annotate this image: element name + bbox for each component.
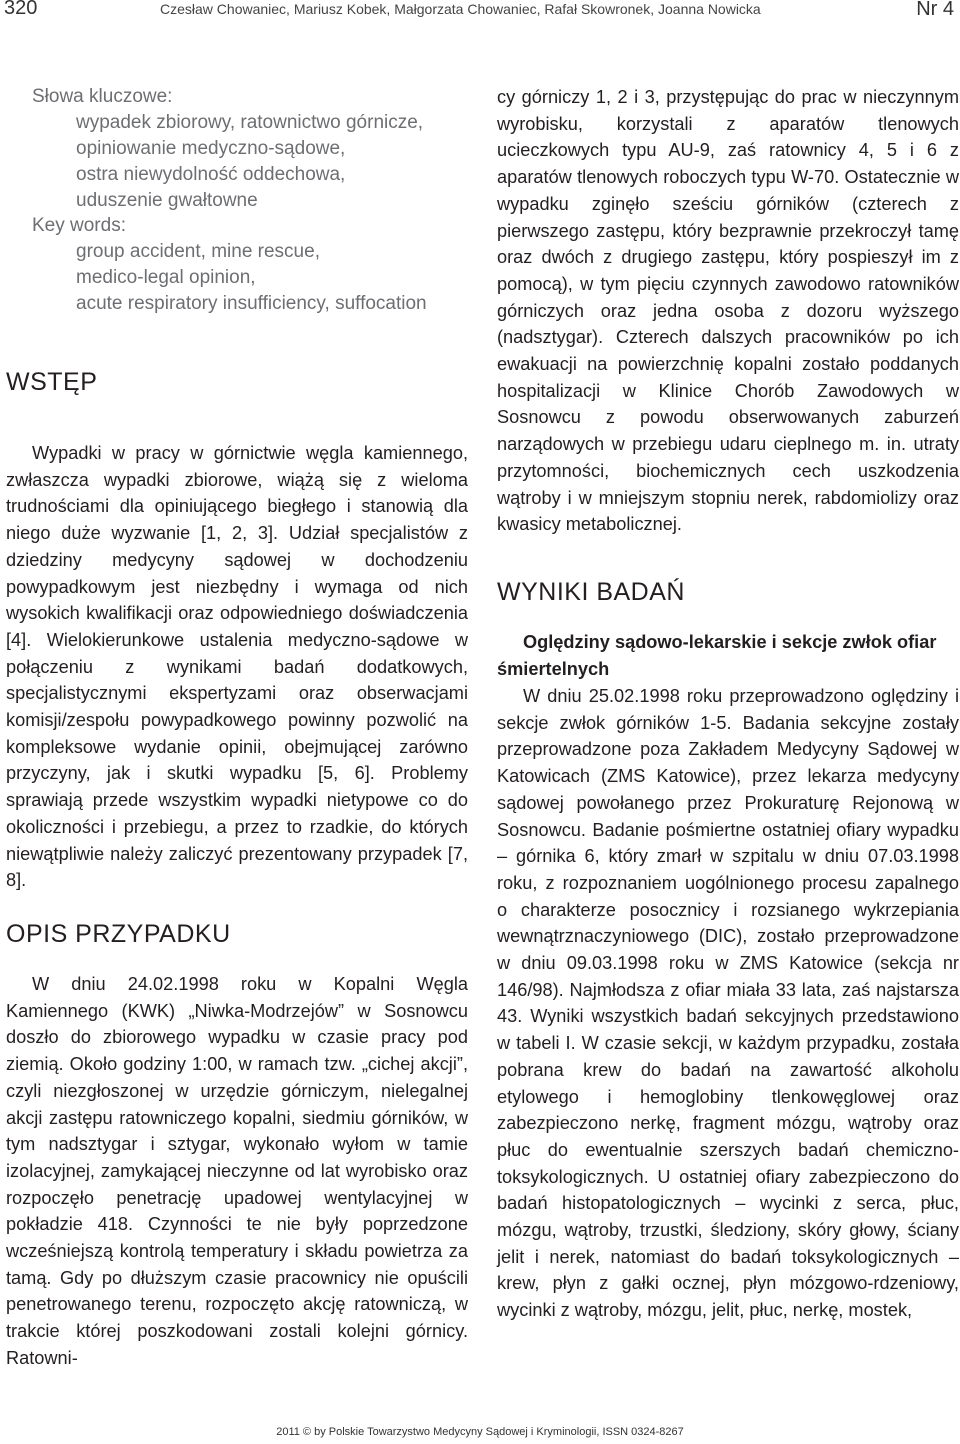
paragraph-case-continued: cy górniczy 1, 2 i 3, przystępując do prac w nieczynnym wyrobisku, korzystali z aparatów tlenowych ucieczkowych typu AU-9, zaś ratownicy 4, 5 i 6 z aparatów tlenowych roboczych typu W-70. Ostatecznie w wypadku zginęło sześciu górników (czterech z pierwszego zastępu, który bezprawnie przekroczył tamę oraz dwóch z drugiego zastępu, który pospieszył im z pomocą), w tym pięciu czynnych zawodowo ratowników górniczych oraz jedna osoba z dozoru wyższego (nadsztygar). Czterech dalszych pracowników po ich ewakuacji na powierzchnię kopalni zostało poddanych hospitalizacji w Klinice Chorób Zawodowych w Sosnowcu z powodu obserwowanych zaburzeń narządowych w przebiegu udaru cieplnego m. in. utraty przytomności, biochemicznych cech uszkodzenia wątroby i w mniejszym stopniu nerek, rabdomiolizy oraz kwasicy metabolicznej. [497,87,959,535]
issue-number: Nr 4 [916,0,954,20]
keyword-pl-item: opiniowanie medyczno-sądowe, [76,138,346,159]
subsection-heading-autopsy: Oględziny sądowo-lekarskie i sekcje zwłok ofiar śmiertelnych [497,632,937,679]
keyword-pl-item: ostra niewydolność oddechowa, [76,164,346,185]
keywords-en-label: Key words: [32,215,126,236]
keyword-pl-item: uduszenie gwałtowne [76,190,258,211]
page-footer: 2011 © by Polskie Towarzystwo Medycyny Sądowej i Kryminologii, ISSN 0324-8267 [276,1426,684,1438]
paragraph-case: W dniu 24.02.1998 roku w Kopalni Węgla Kamiennego (KWK) „Niwka-Modrzejów” w Sosnowcu doszło do zbiorowego wypadku w czasie pracy pod ziemią. Około godziny 1:00, w ramach tzw. „cichej akcji”, czyli niezgłoszonej w urzędzie górniczym, nielegalnej akcji zastępu ratowniczego kopalni, siedmiu górników, w tym nadsztygar i sztygar, wykonało wyłom w tamie izolacyjnej, zamykającej nieczynne od lat wyrobisko oraz rozpoczęło penetrację upadowej wentylacyjnej w pokładzie 418. Czynności te nie były poprzedzone wcześniejszą kontrolą temperatury i składu powietrza za tamą. Gdy po dłuższym czasie pracownicy nie opuścili penetrowanego terenu, rozpoczęto akcję ratowniczą, w trakcie której poszkodowani zostali kolejni górnicy. Ratowni- [6,974,468,1368]
keyword-en-item: acute respiratory insufficiency, suffocation [76,293,427,314]
paragraph-results: W dniu 25.02.1998 roku przeprowadzono oględziny i sekcje zwłok górników 1-5. Badania sekcyjne zostały przeprowadzone poza Zakładem Medycyny Sądowej w Katowicach (ZMS Katowice), przez lekarza medycyny sądowej powołanego przez Prokuraturę Rejonową w Sosnowcu. Badanie pośmiertne ostatniej ofiary wypadku – górnika 6, który zmarł w szpitalu w dniu 07.03.1998 roku, z rozpoznaniem uogólnionego procesu zapalnego o charakterze posocznicy i rozsianego wykrzepiania wewnątrznaczyniowego (DIC), zostało przeprowadzone w dniu 09.03.1998 roku w ZMS Katowice (sekcja nr 146/98). Najmłodsza z ofiar miała 33 lata, zaś najstarsza 43. Wyniki wszystkich badań sekcyjnych przedstawiono w tabeli I. W czasie sekcji, w każdym przypadku, została pobrana krew do badań na zawartość alkoholu etylowego i hemoglobiny tlenkowęglowej oraz zabezpieczono nerkę, fragment mózgu, wątroby oraz płuc do ewentualnie szerszych badań chemiczno-toksykologicznych. U ostatniej ofiary zabezpieczono do badań histopatologicznych – wycinki z serca, płuc, mózgu, wątroby, trzustki, śledziony, skóry głowy, ściany jelit i nerek, natomiast do badań toksykologicznych – krew, płyn z gałki ocznej, płyn mózgowo-rdzeniowy, wycinki z wątroby, mózgu, jelit, płuc, nerkę, mostek, [497,686,959,1321]
page-number: 320 [4,0,38,19]
section-heading-case: OPIS PRZYPADKU [6,920,231,948]
section-heading-results: WYNIKI BADAŃ [497,578,685,606]
section-heading-intro: WSTĘP [6,368,98,396]
keywords-pl-label: Słowa kluczowe: [32,86,173,107]
keyword-pl-item: wypadek zbiorowy, ratownictwo górnicze, [76,112,424,133]
keyword-en-item: medico-legal opinion, [76,267,256,288]
keyword-en-item: group accident, mine rescue, [76,241,320,262]
running-header [0,0,960,26]
running-header-authors: Czesław Chowaniec, Mariusz Kobek, Małgorzata Chowaniec, Rafał Skowronek, Joanna Nowicka [160,1,761,17]
paragraph-intro: Wypadki w pracy w górnictwie węgla kamiennego, zwłaszcza wypadki zbiorowe, wiążą się z wieloma trudnościami dla opiniującego biegłego i stanowią dla niego duże wyzwanie [1, 2, 3]. Udział specjalistów z dziedziny medycyny sądowej w dochodzeniu powypadkowym jest niezbędny i wymaga od nich wysokich kwalifikacji oraz odpowiedniego doświadczenia [4]. Wielokierunkowe ustalenia medyczno-sądowe w połączeniu z wynikami badań dodatkowych, specjalistycznymi ekspertyzami oraz obserwacjami komisji/zespołu powypadkowego powinny pozwolić na kompleksowe wydanie opinii, obejmującej zarówno przyczyny, jak i skutki wypadku [5, 6]. Problemy sprawiają przede wszystkim wypadki nietypowe co do okoliczności i przebiegu, a przez to rzadkie, do których niewątpliwie należy zaliczyć prezentowany przypadek [7, 8]. [6,443,468,891]
